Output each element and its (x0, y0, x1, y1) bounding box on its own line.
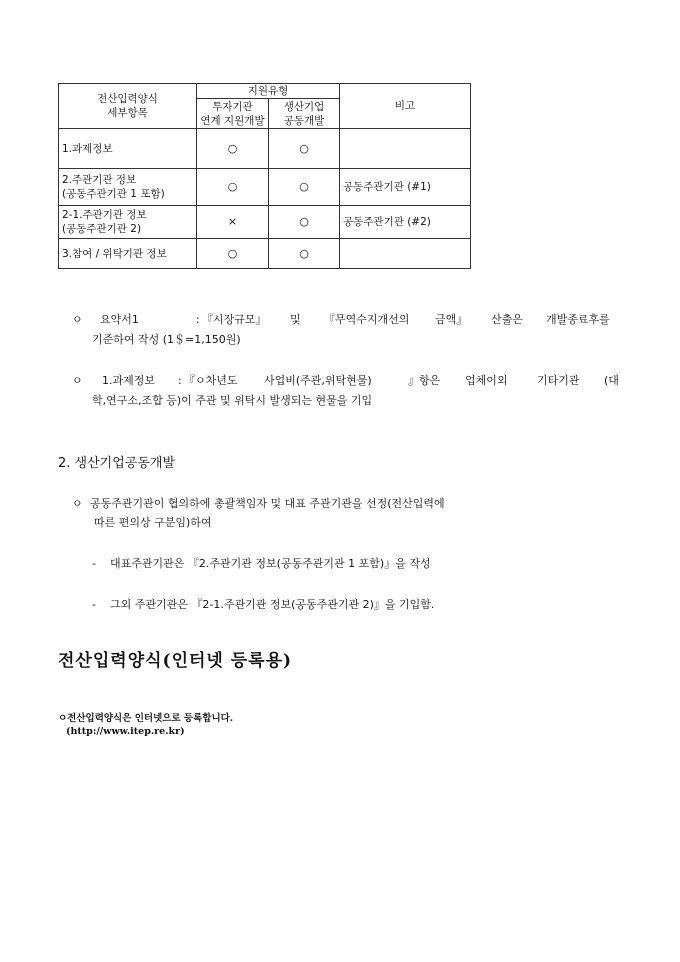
row-col1-mark: ○ (197, 169, 269, 206)
page-title: 전산입력양식(인터넷 등록용) (58, 651, 293, 671)
row-col1-mark: ○ (197, 129, 269, 169)
note-colon: : (178, 374, 182, 387)
row-item: 1.과제정보 (59, 129, 197, 169)
row-col1-mark: ○ (197, 239, 269, 269)
note-word: 업체이외 (465, 374, 508, 387)
row-remark: 공동주관기관 (#2) (340, 206, 471, 239)
note-word: 산출은 (491, 313, 523, 326)
section-heading: 2. 생산기업공동개발 (58, 456, 175, 471)
note-word: 기타기관 (537, 374, 580, 387)
row-item: 2-1.주관기관 정보 (공동주관기관 2) (59, 206, 197, 239)
row-col2-mark: ○ (269, 129, 340, 169)
dash-item: 그외 주관기관은 『2-1.주관기관 정보(공동주관기관 2)』을 기입함. (110, 598, 435, 611)
row-col1-mark: × (197, 206, 269, 239)
row-remark (340, 129, 471, 169)
note-label: 1.과제정보 (102, 374, 155, 387)
note-word: 사업비(주관,위탁현물) (264, 374, 372, 387)
dash-mark: - (92, 598, 96, 611)
row-item: 3.참여 / 위탁기관 정보 (59, 239, 197, 269)
section-line: 공동주관기관이 협의하에 총괄책임자 및 대표 주관기관을 선정(전산입력에 (90, 497, 445, 510)
header-support-type: 지원유형 (197, 84, 340, 99)
table-row (59, 206, 471, 239)
dash-mark: - (92, 557, 96, 570)
note-word: 『ㅇ차년도 (184, 374, 238, 387)
footer-note: ㅇ전산입력양식은 인터넷으로 등록합니다. (58, 713, 234, 724)
header-joint-development: 생산기업 공동개발 (269, 99, 340, 129)
header-investment-linked: 투자기관 연계 지원개발 (197, 99, 269, 129)
section-line: 따른 편의상 구분임)하여 (94, 516, 212, 529)
bullet-mark: ㅇ (72, 374, 83, 387)
row-col2-mark: ○ (269, 239, 340, 269)
note-line2: 학,연구소,조합 등)이 주관 및 위탁시 발생되는 현물을 기입 (92, 394, 373, 407)
bullet-mark: ㅇ (72, 313, 83, 326)
support-type-table (58, 83, 471, 269)
footer-url: (http://www.itep.re.kr) (66, 726, 185, 737)
note-word: 『시장규모』 (202, 313, 267, 326)
header-item-column: 전산입력양식 세부항목 (59, 84, 197, 129)
note-word: 금액』 (435, 313, 468, 326)
table-row (59, 169, 471, 206)
note-colon: : (196, 313, 200, 326)
note-word: 』항은 (408, 374, 441, 387)
row-remark: 공동주관기관 (#1) (340, 169, 471, 206)
note-word: 『무역수지개선의 (324, 313, 410, 326)
note-word: 및 (290, 313, 301, 326)
note-word: (대 (604, 374, 619, 387)
row-remark (340, 239, 471, 269)
row-item: 2.주관기관 정보 (공동주관기관 1 포함) (59, 169, 197, 206)
row-col2-mark: ○ (269, 169, 340, 206)
header-remarks: 비고 (340, 84, 471, 129)
table-row (59, 239, 471, 269)
bullet-mark: ㅇ (72, 497, 83, 510)
note-line2: 기준하여 작성 (1＄=1,150원) (92, 333, 241, 346)
table-row (59, 129, 471, 169)
note-label: 요약서1 (100, 313, 139, 326)
dash-item: 대표주관기관은 『2.주관기관 정보(공동주관기관 1 포함)』을 작성 (110, 557, 431, 570)
row-col2-mark: ○ (269, 206, 340, 239)
note-word: 개발종료후를 (546, 313, 610, 326)
